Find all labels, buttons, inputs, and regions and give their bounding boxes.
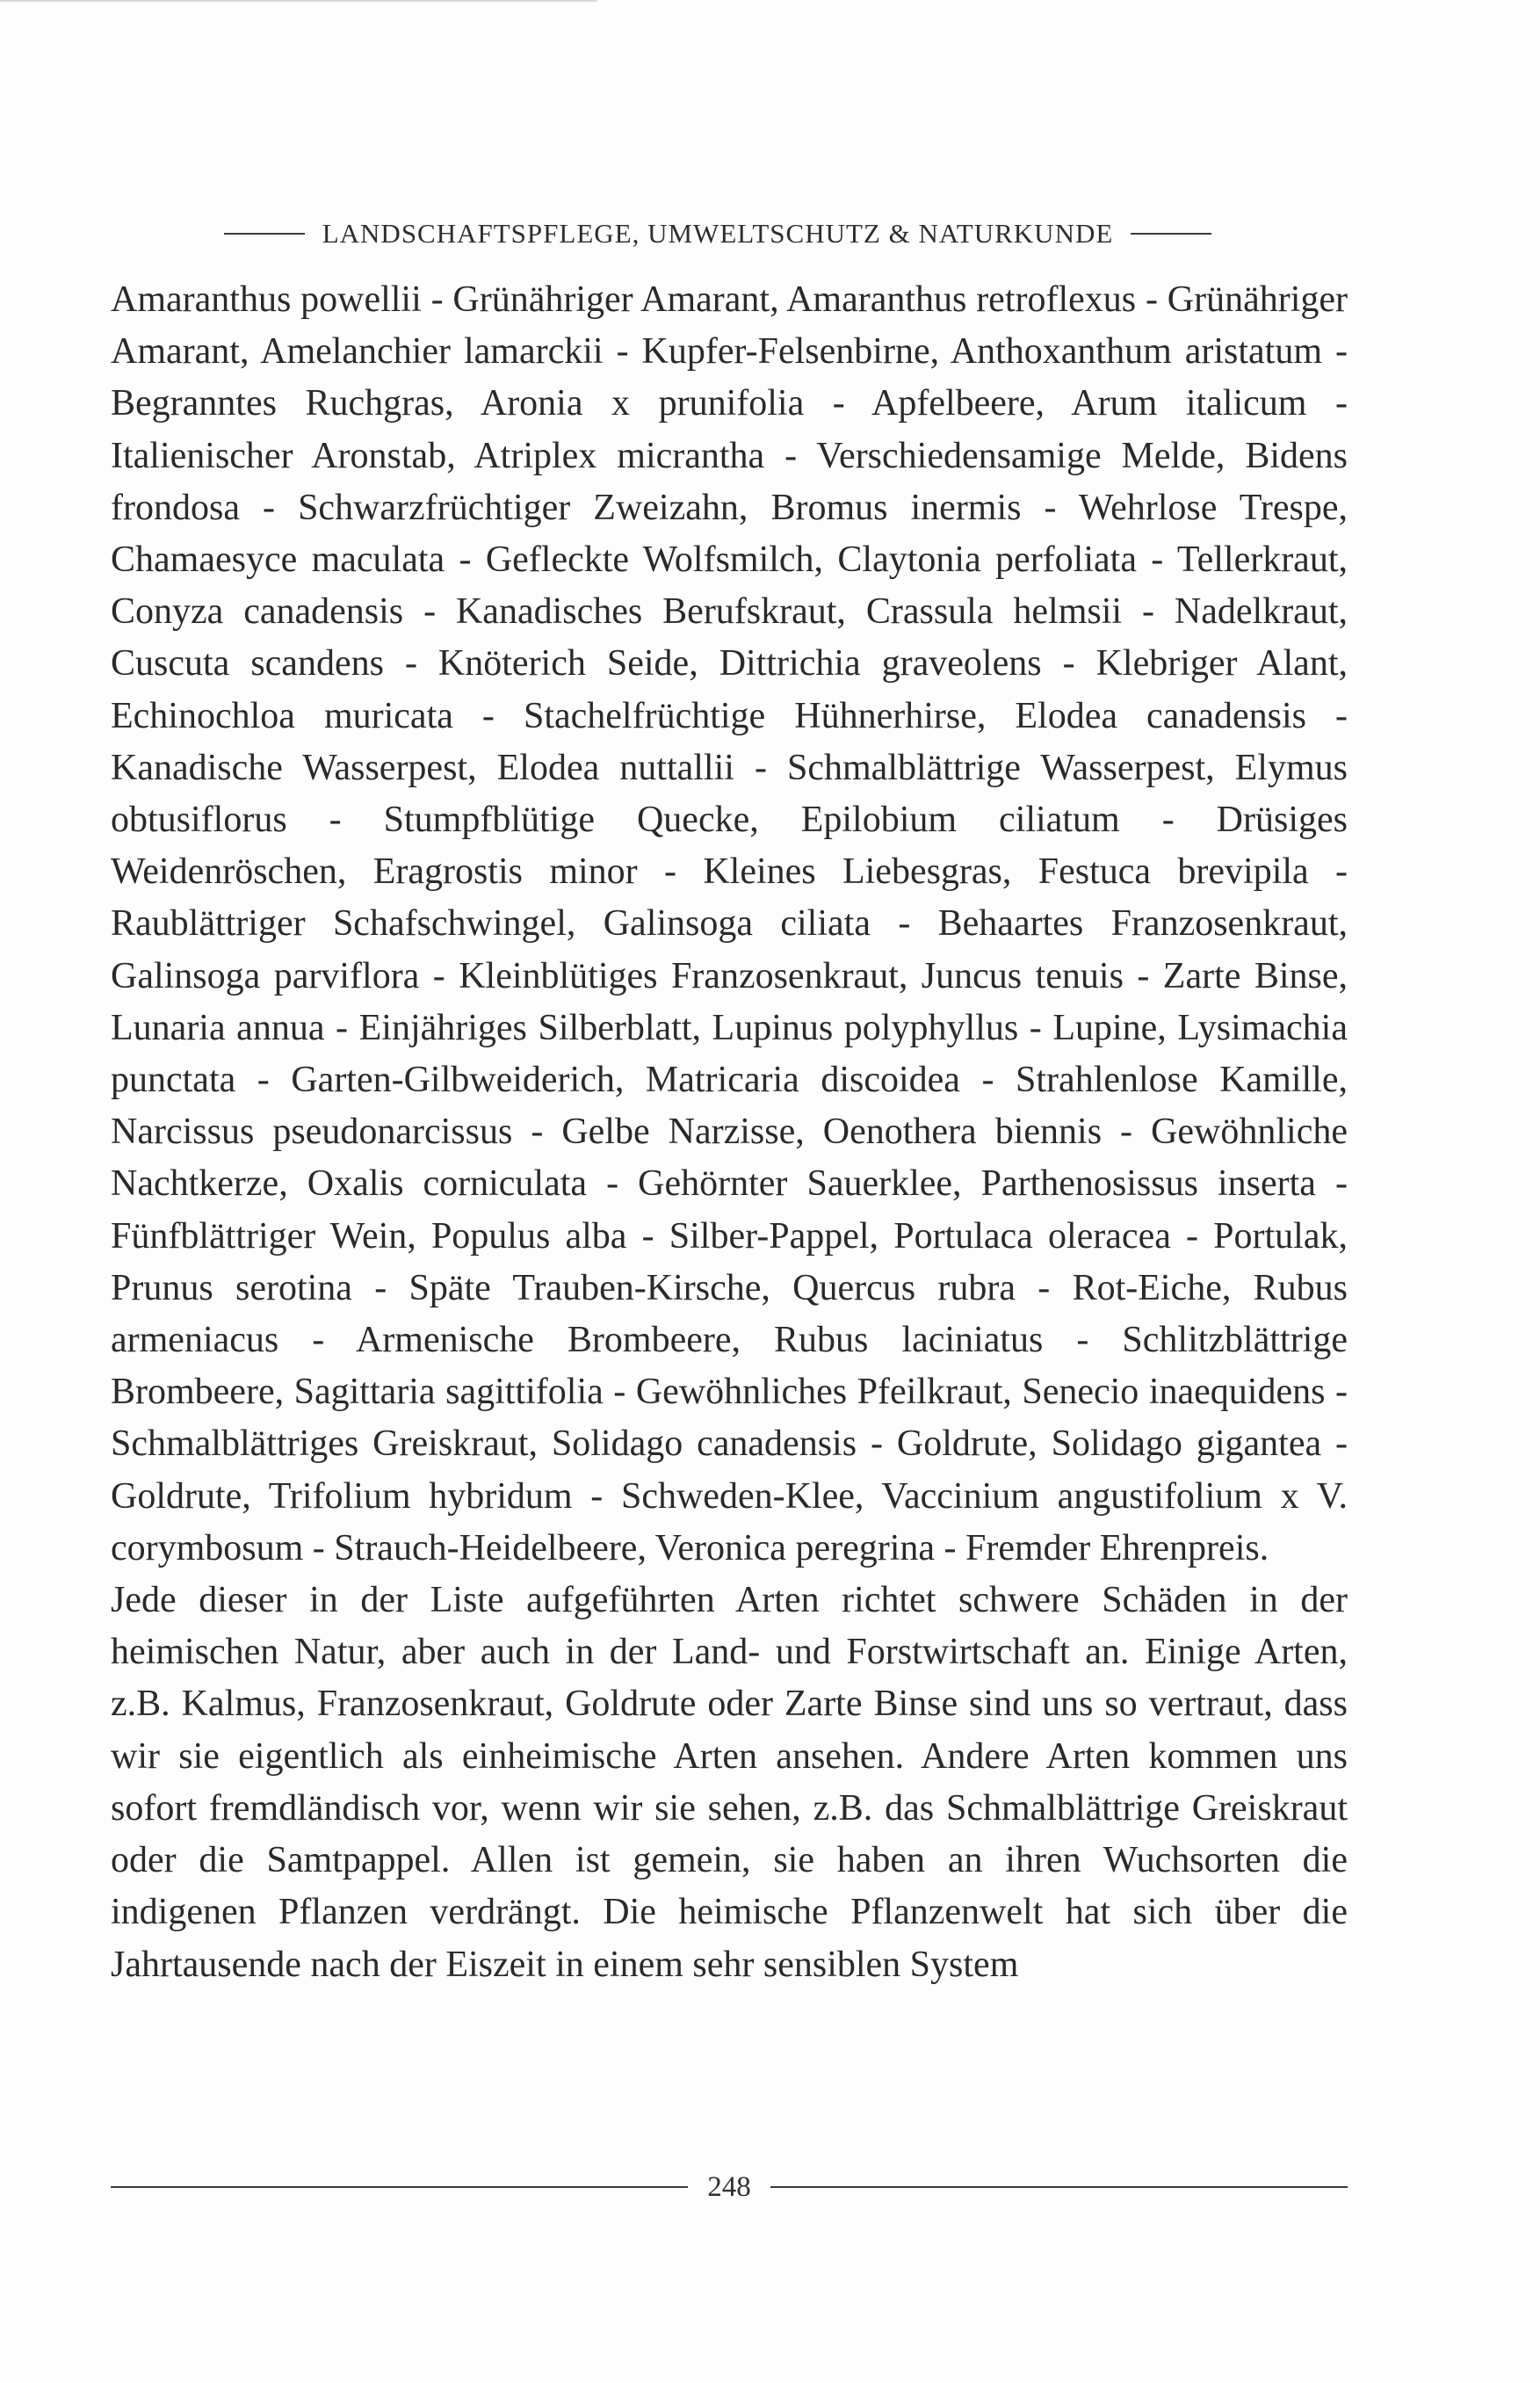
commentary-paragraph: Jede dieser in der Liste aufgeführten Arten richtet schwere Schäden in der heimischen Natur, aber auch in der Land- und Forstwirtschaft an. Einige Arten, z.B. Kalmus, Franzosenkraut, Goldrute oder Zarte Binse sind uns so vertraut, dass wir sie eigentlich als einheimische Arten ansehen. Andere Arten kommen uns sofort fremdländisch vor, wenn wir sie sehen, z.B. das Schmalblättrige Greiskraut oder die Samtpappel. Allen ist gemein, sie haben an ihren Wuchsorten die indigenen Pflanzen verdrängt. Die heimische Pflanzenwelt hat sich über die Jahrtausende nach der Eiszeit in einem sehr sensiblen System: [111, 1580, 1348, 1985]
body-text: [111, 274, 1348, 1991]
header-rule-left: [224, 233, 305, 235]
running-header-title: LANDSCHAFTSPFLEGE, UMWELTSCHUTZ & NATURKUNDE: [322, 218, 1114, 249]
page-footer: [111, 2165, 1348, 2209]
header-rule-right: [1131, 233, 1211, 235]
running-header: [98, 207, 1337, 260]
footer-rule-right: [770, 2186, 1348, 2188]
scan-edge-line: [0, 0, 597, 2]
footer-rule-left: [111, 2186, 688, 2188]
page-number: 248: [707, 2170, 751, 2203]
species-list-paragraph: Amaranthus powellii - Grünähriger Amarant, Amaranthus retroflexus - Grünähriger Amarant, Amelanchier lamarckii - Kupfer-Felsenbirne, Anthoxanthum aristatum - Begranntes Ruchgras, Aronia x prunifolia - Apfelbeere, Arum italicum - Italienischer Aronstab, Atriplex micrantha - Verschiedensamige Melde, Bidens frondosa - Schwarzfrüchtiger Zweizahn, Bromus inermis - Wehrlose Trespe, Chamaesyce maculata - Gefleckte Wolfsmilch, Claytonia perfoliata - Tellerkraut, Conyza canadensis - Kanadisches Berufskraut, Crassula helmsii - Nadelkraut, Cuscuta scandens - Knöterich Seide, Dittrichia graveolens - Klebriger Alant, Echinochloa muricata - Stachelfrüchtige Hühnerhirse, Elodea canadensis - Kanadische Wasserpest, Elodea nuttallii - Schmalblättrige Wasserpest, Elymus obtusiflorus - Stumpfblütige Quecke, Epilobium ciliatum - Drüsiges Weidenröschen, Eragrostis minor - Kleines Liebesgras, Festuca brevipila - Raublättriger Schafschwingel, Galinsoga ciliata - Behaartes Franzosenkraut, Galinsoga parviflora - Kleinblütiges Franzosenkraut, Juncus tenuis - Zarte Binse, Lunaria annua - Einjähriges Silberblatt, Lupinus polyphyllus - Lupine, Lysimachia punctata - Garten-Gilbweiderich, Matricaria discoidea - Strahlenlose Kamille, Narcissus pseudonarcissus - Gelbe Narzisse, Oenothera biennis - Gewöhnliche Nachtkerze, Oxalis corniculata - Gehörnter Sauerklee, Parthenosissus inserta - Fünfblättriger Wein, Populus alba - Silber-Pappel, Portulaca oleracea - Portulak, Prunus serotina - Späte Trauben-Kirsche, Quercus rubra - Rot-Eiche, Rubus armeniacus - Armenische Brombeere, Rubus laciniatus - Schlitzblättrige Brombeere, Sagittaria sagittifolia - Gewöhnliches Pfeilkraut, Senecio inaequidens - Schmalblättriges Greiskraut, Solidago canadensis - Goldrute, Solidago gigantea - Goldrute, Trifolium hybridum - Schweden-Klee, Vaccinium angustifolium x V. corymbosum - Strauch-Heidelbeere, Veronica peregrina - Fremder Ehrenpreis.: [111, 279, 1348, 1568]
